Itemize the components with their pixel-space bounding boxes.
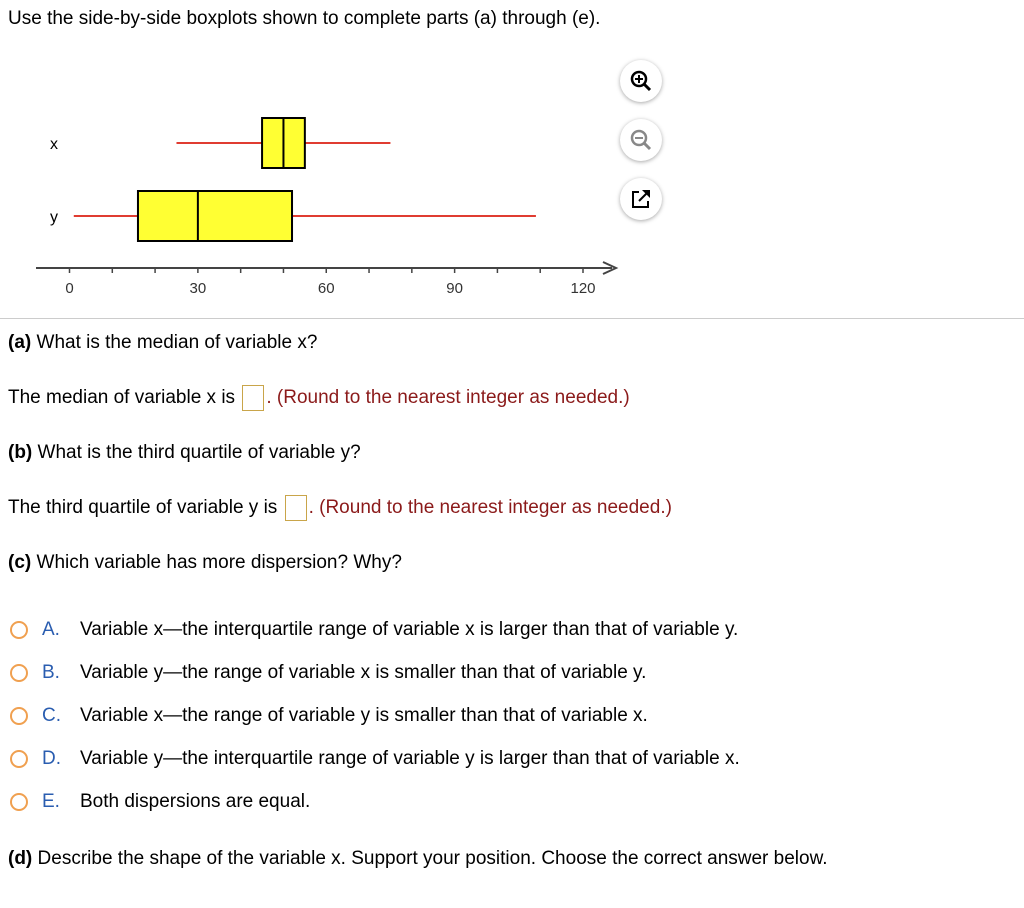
external-link-icon xyxy=(630,188,652,210)
option-d[interactable] xyxy=(10,748,740,770)
option-text: Variable x—the interquartile range of variable x is larger than that of variable y. xyxy=(80,619,739,640)
x-tick-label: 120 xyxy=(570,280,596,297)
x-tick-label: 30 xyxy=(189,280,207,297)
radio-button[interactable] xyxy=(10,750,28,768)
option-letter: E. xyxy=(42,791,60,812)
radio-button[interactable] xyxy=(10,707,28,725)
category-label-x: x xyxy=(50,136,58,153)
radio-button[interactable] xyxy=(10,621,28,639)
option-letter: B. xyxy=(42,662,60,683)
option-text: Variable x—the range of variable y is smaller than that of variable x. xyxy=(80,705,648,726)
option-a[interactable] xyxy=(10,619,738,641)
zoom-out-icon xyxy=(629,128,653,152)
box-y xyxy=(138,191,292,241)
radio-button[interactable] xyxy=(10,664,28,682)
popout-button[interactable] xyxy=(620,178,662,220)
zoom-in-button[interactable] xyxy=(620,60,662,102)
x-tick-label: 60 xyxy=(317,280,335,297)
option-letter: C. xyxy=(42,705,61,726)
option-text: Variable y—the range of variable x is smaller than that of variable y. xyxy=(80,662,647,683)
instruction: Use the side-by-side boxplots shown to complete parts (a) through (e). xyxy=(8,8,601,29)
option-letter: D. xyxy=(42,748,61,769)
x-tick-label: 0 xyxy=(65,280,74,297)
part-c-question: (c) Which variable has more dispersion? Why? xyxy=(8,552,402,573)
radio-button[interactable] xyxy=(10,793,28,811)
zoom-in-icon xyxy=(629,69,653,93)
category-label-y: y xyxy=(50,209,58,226)
part-d-question: (d) Describe the shape of the variable x. Support your position. Choose the correct answer below. xyxy=(8,848,828,869)
option-text: Both dispersions are equal. xyxy=(80,791,311,812)
x-tick-label: 90 xyxy=(446,280,463,297)
part-b-answer: The third quartile of variable y is . (Round to the nearest integer as needed.) xyxy=(8,495,672,521)
option-text: Variable y—the interquartile range of variable y is larger than that of variable x. xyxy=(80,748,740,769)
option-b[interactable] xyxy=(10,662,646,684)
option-e[interactable] xyxy=(10,791,310,813)
divider xyxy=(0,318,1024,319)
zoom-out-button[interactable] xyxy=(620,119,662,161)
q3-y-input[interactable] xyxy=(285,495,307,521)
part-a-answer: The median of variable x is . (Round to the nearest integer as needed.) xyxy=(8,385,630,411)
option-letter: A. xyxy=(42,619,60,640)
option-c[interactable] xyxy=(10,705,648,727)
part-b-question: (b) What is the third quartile of variable y? xyxy=(8,442,361,463)
part-a-question: (a) What is the median of variable x? xyxy=(8,332,318,353)
median-x-input[interactable] xyxy=(242,385,264,411)
boxplot-chart xyxy=(0,50,640,310)
